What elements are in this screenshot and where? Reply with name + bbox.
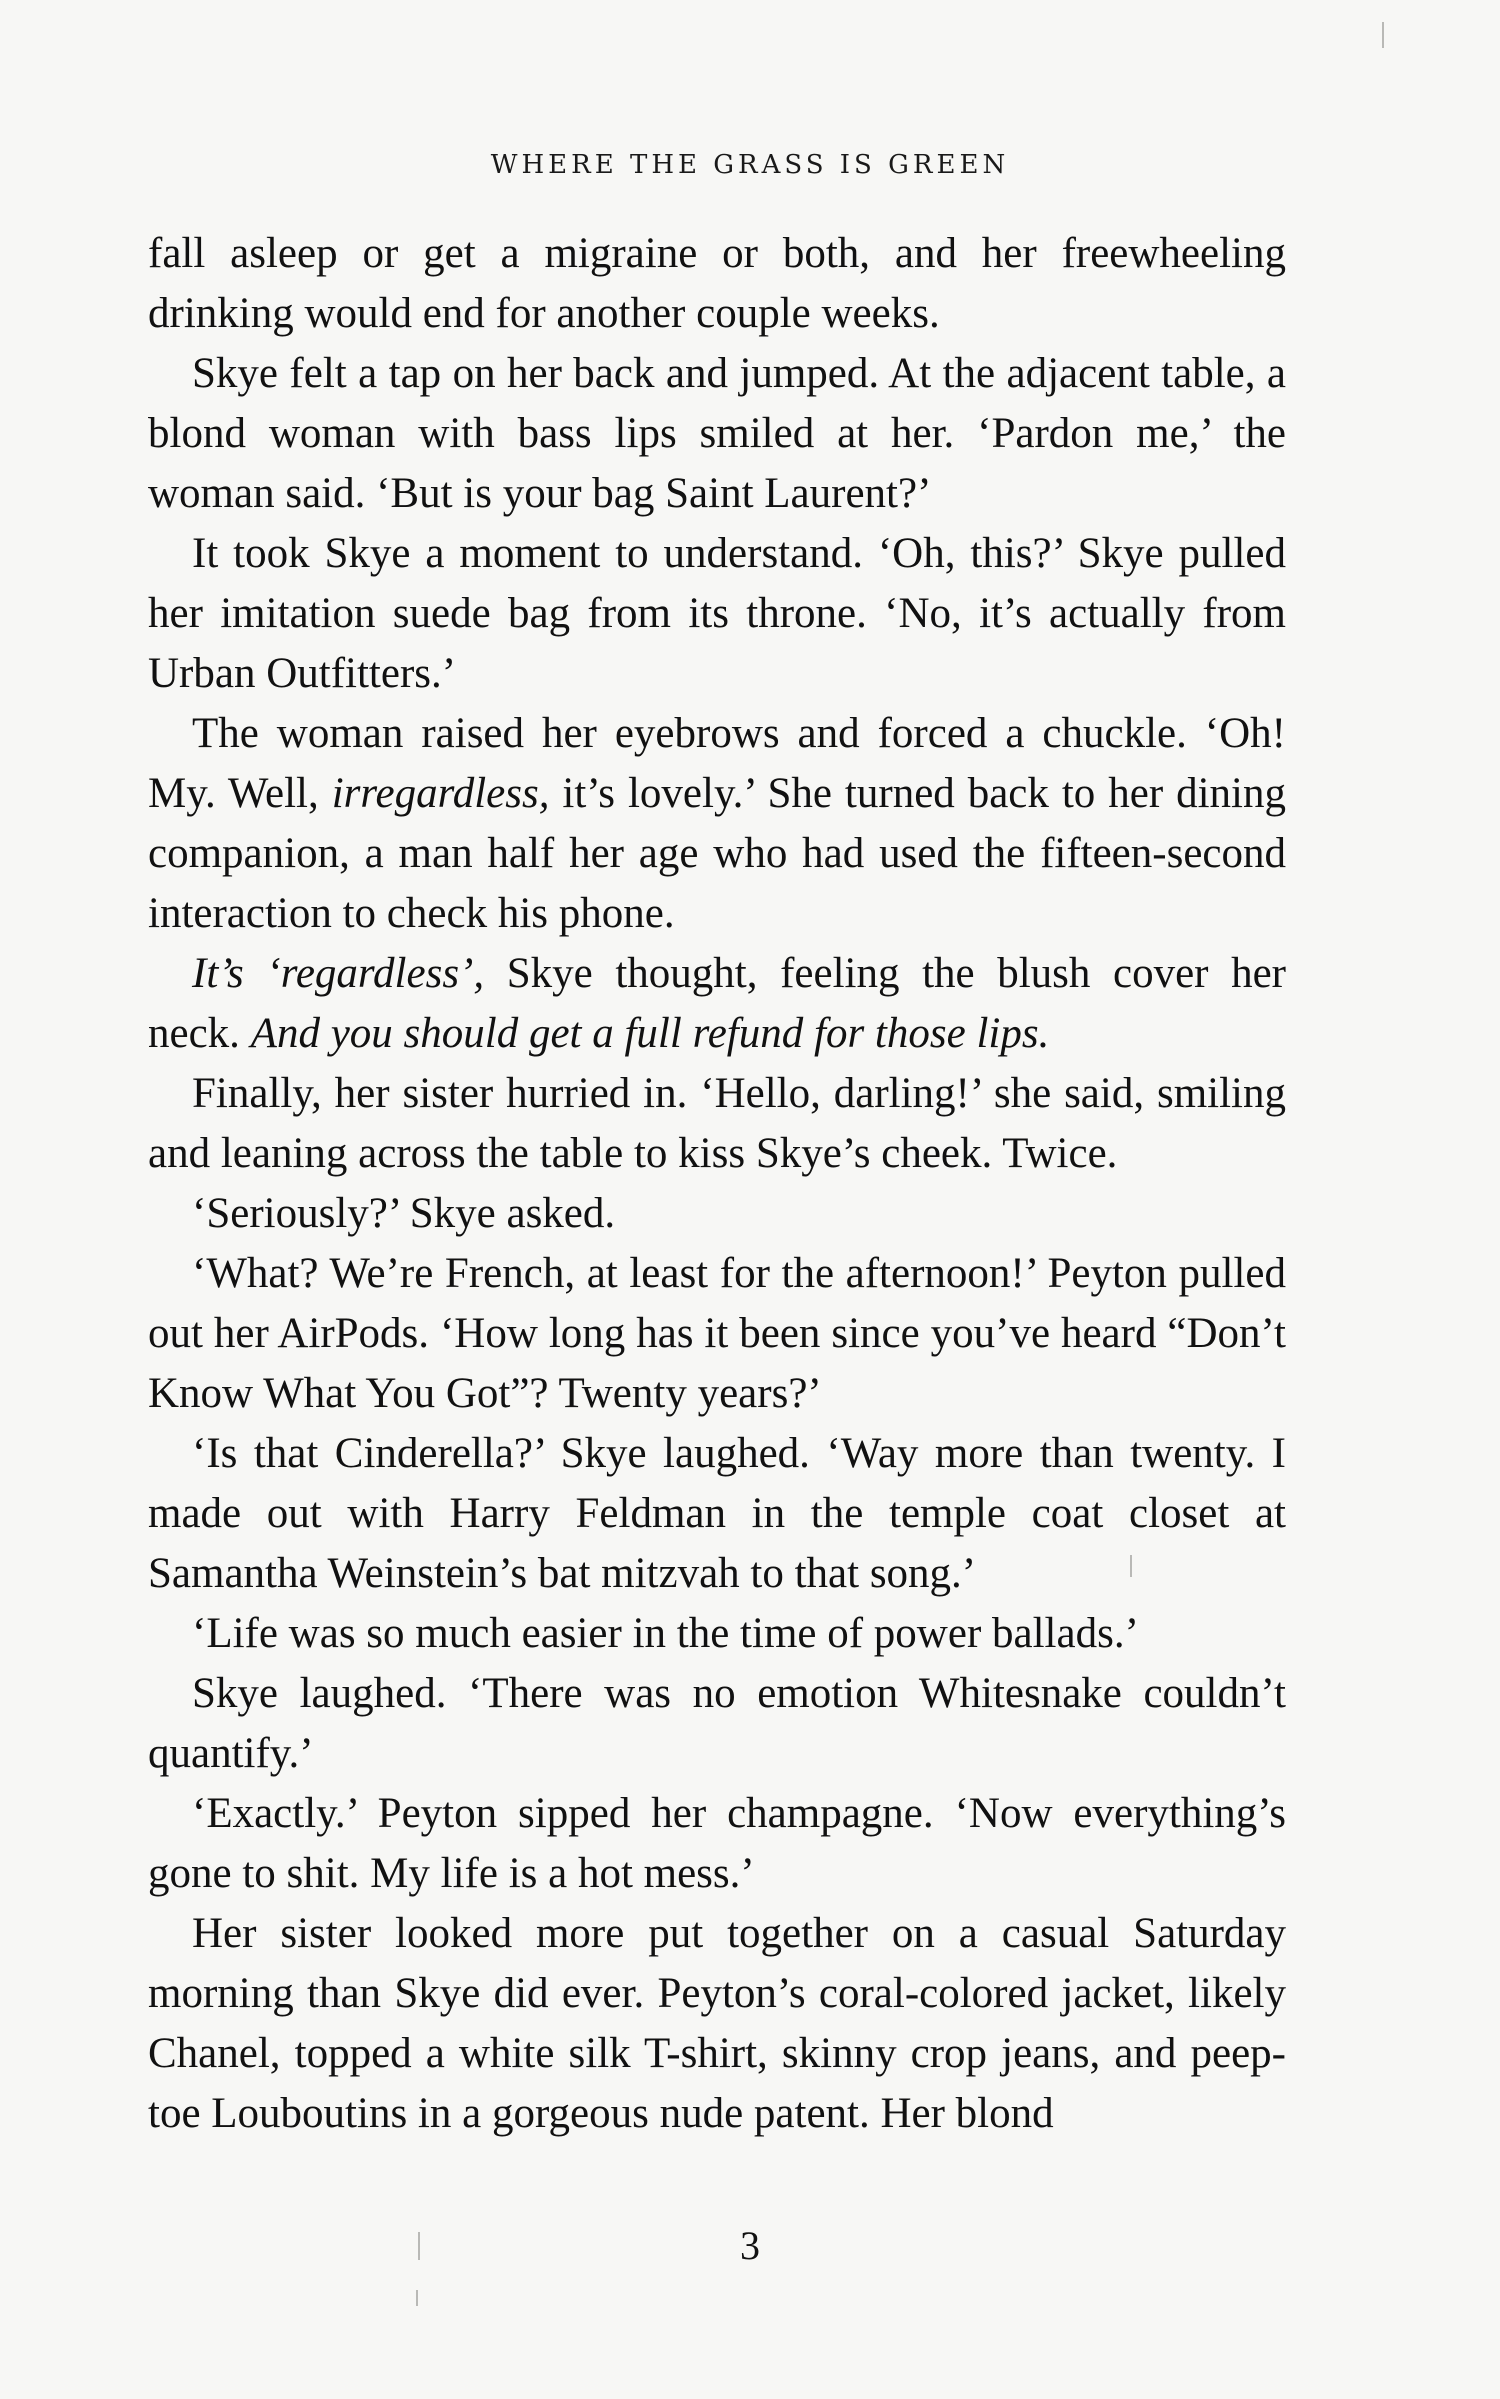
paragraph-4 xyxy=(148,704,1286,944)
paragraph-4-text-c: it’s lovely.’ She turned back to her dining companion, a man half her age who had used the fifteen-second interaction to check his phone. xyxy=(148,770,1286,937)
scan-mark xyxy=(418,2232,420,2260)
paragraph-5-text-b: Skye thought, feeling the blush cover her neck. xyxy=(148,950,1287,1057)
paragraph-8: ‘What? We’re French, at least for the afternoon!’ Peyton pulled out her AirPods. ‘How long has it been since you’ve heard “Don’t Know What You Got”? Twenty years?’ xyxy=(148,1250,1286,1417)
paragraph-4-text-a: The woman raised her eyebrows and forced a chuckle. ‘Oh! My. Well, xyxy=(148,710,1286,817)
paragraph-10: ‘Life was so much easier in the time of power ballads.’ xyxy=(192,1610,1139,1657)
running-head: WHERE THE GRASS IS GREEN xyxy=(490,150,1010,180)
paragraph-6: Finally, her sister hurried in. ‘Hello, darling!’ she said, smiling and leaning across the table to kiss Skye’s cheek. Twice. xyxy=(148,1070,1286,1177)
page-number: 3 xyxy=(740,2223,760,2268)
scan-mark xyxy=(1382,22,1384,48)
paragraph-4-italic: irregardless, xyxy=(331,770,550,817)
scan-mark xyxy=(1130,1555,1132,1577)
paragraph-5-italic-a: It’s ‘regardless’, xyxy=(192,950,485,997)
paragraph-12: ‘Exactly.’ Peyton sipped her champagne. ‘Now everything’s gone to shit. My life is a hot mess.’ xyxy=(148,1790,1286,1897)
paragraph-2: Skye felt a tap on her back and jumped. At the adjacent table, a blond woman with bass lips smiled at her. ‘Pardon me,’ the woman said. ‘But is your bag Saint Laurent?’ xyxy=(148,350,1286,517)
paragraph-1: fall asleep or get a migraine or both, and her freewheeling drinking would end for another couple weeks. xyxy=(148,230,1286,337)
paragraph-13: Her sister looked more put together on a casual Saturday morning than Skye did ever. Peyton’s coral-colored jacket, likely Chanel, topped a white silk T-shirt, skinny crop jeans, and peep-toe Louboutins in a gorgeous nude patent. Her blond xyxy=(148,1910,1286,2137)
scan-mark xyxy=(416,2290,418,2306)
paragraph-5 xyxy=(148,944,1286,1064)
paragraph-11: Skye laughed. ‘There was no emotion Whitesnake couldn’t quantify.’ xyxy=(148,1670,1286,1777)
paragraph-5-italic-c: And you should get a full refund for those lips. xyxy=(250,1010,1050,1057)
paragraph-3: It took Skye a moment to understand. ‘Oh, this?’ Skye pulled her imitation suede bag from its throne. ‘No, it’s actually from Urban Outfitters.’ xyxy=(148,530,1286,697)
paragraph-9: ‘Is that Cinderella?’ Skye laughed. ‘Way more than twenty. I made out with Harry Feldman in the temple coat closet at Samantha Weinstein’s bat mitzvah to that song.’ xyxy=(148,1430,1286,1597)
body-text xyxy=(148,224,1286,2144)
paragraph-7: ‘Seriously?’ Skye asked. xyxy=(192,1190,616,1237)
